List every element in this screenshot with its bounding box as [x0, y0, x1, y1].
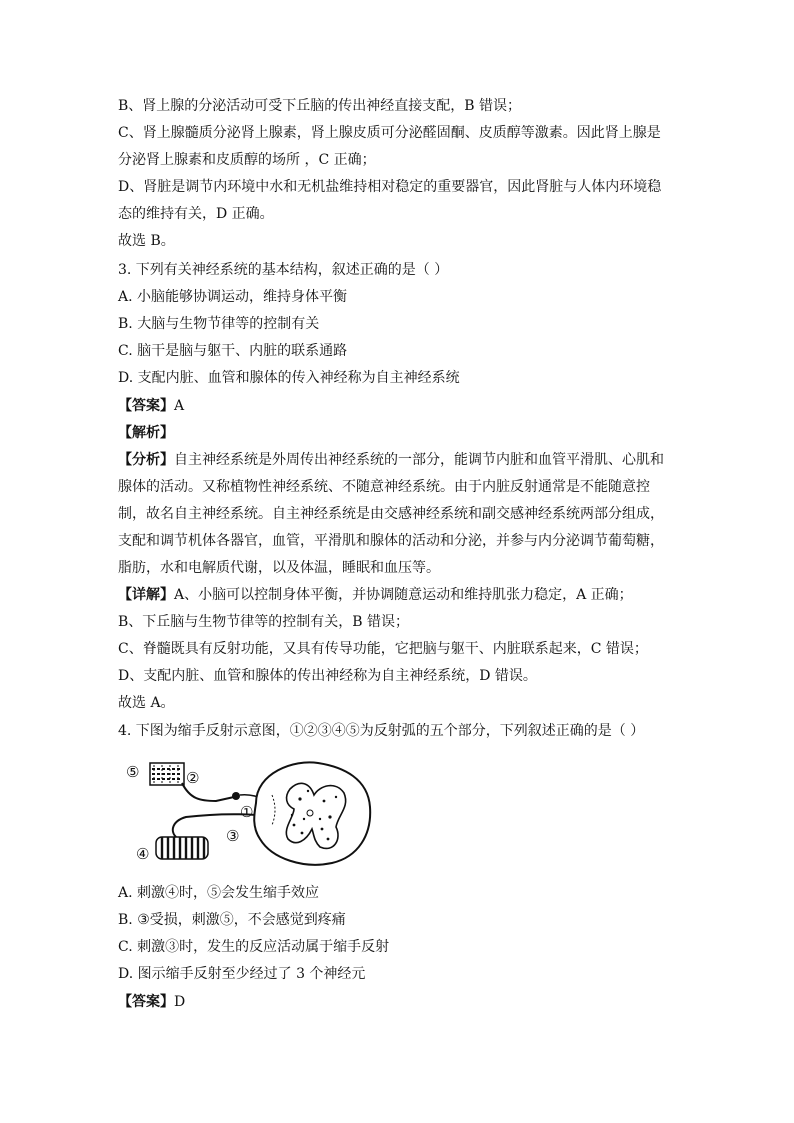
analysis-tag: 【解析】	[118, 425, 174, 441]
detail-line: C、脊髓既具有反射功能，又具有传导功能，它把脑与躯干、内脏联系起来，C 错误；	[118, 641, 648, 657]
answer-value: A	[174, 398, 185, 414]
analysis-line: 腺体的活动。又称植物性神经系统、不随意神经系统。由于内脏反射通常是不能随意控	[118, 479, 650, 495]
question-4-option-d: D. 图示缩手反射至少经过了 3 个神经元	[118, 966, 366, 982]
analysis-line: 制，故名自主神经系统。自主神经系统是由交感神经系统和副交感神经系统两部分组成，	[118, 506, 664, 522]
question-4-answer	[118, 992, 185, 1012]
answer-tag: 【答案】	[118, 398, 174, 414]
question-3-option-b: B. 大脑与生物节律等的控制有关	[118, 316, 320, 332]
analysis-text: 自主神经系统是外周传出神经系统的一部分，能调节内脏和血管平滑肌、心肌和	[174, 452, 664, 468]
label-3: ③	[226, 827, 240, 845]
analysis-line: 脂肪，水和电解质代谢，以及体温，睡眠和血压等。	[118, 560, 440, 576]
question-3-option-a: A. 小脑能够协调运动，维持身体平衡	[118, 289, 348, 305]
detail-line	[118, 585, 633, 605]
receptor-block	[150, 763, 184, 785]
analysis-subtag: 【分析】	[118, 452, 174, 468]
detail-text: A、小脑可以控制身体平衡，并协调随意运动和维持肌张力稳定，A 正确；	[174, 587, 633, 603]
label-4: ④	[136, 845, 150, 863]
answer-tag: 【答案】	[118, 994, 174, 1010]
question-3-option-c: C. 脑干是脑与躯干、内脏的联系通路	[118, 343, 348, 359]
text-line: 态的维持有关，D 正确。	[118, 206, 274, 222]
analysis-line: 支配和调节机体各器官，血管，平滑肌和腺体的活动和分泌，并参与内分泌调节葡萄糖，	[118, 533, 664, 549]
question-4-option-b: B. ③受损，刺激⑤，不会感觉到疼痛	[118, 912, 346, 928]
label-1: ①	[240, 803, 254, 821]
text-line: B、肾上腺的分泌活动可受下丘脑的传出神经直接支配，B 错误；	[118, 98, 522, 114]
question-3-analysis-heading	[118, 423, 174, 443]
question-4-option-c: C. 刺激③时，发生的反应活动属于缩手反射	[118, 939, 390, 955]
analysis-line	[118, 450, 664, 470]
label-5: ⑤	[126, 763, 140, 781]
detail-line: 故选 A。	[118, 695, 175, 711]
spinal-cord	[254, 762, 370, 864]
text-line: C、肾上腺髓质分泌肾上腺素，肾上腺皮质可分泌醛固酮、皮质醇等激素。因此肾上腺是	[118, 125, 661, 141]
text-line: 分泌肾上腺素和皮质醇的场所 ，C 正确；	[118, 152, 376, 168]
detail-tag: 【详解】	[118, 587, 174, 603]
question-3-option-d: D. 支配内脏、血管和腺体的传入神经称为自主神经系统	[118, 370, 460, 386]
question-3-answer	[118, 396, 184, 416]
text-line: 故选 B。	[118, 233, 175, 249]
detail-line: B、下丘脑与生物节律等的控制有关，B 错误；	[118, 614, 410, 630]
label-2: ②	[186, 769, 200, 787]
reflex-arc-diagram	[124, 755, 386, 873]
question-4-option-a: A. 刺激④时，⑤会发生缩手效应	[118, 885, 320, 901]
question-4-stem: 4. 下图为缩手反射示意图，①②③④⑤为反射弧的五个部分，下列叙述正确的是（ ）	[118, 723, 645, 739]
text-line: D、肾脏是调节内环境中水和无机盐维持相对稳定的重要器官，因此肾脏与人体内环境稳	[118, 179, 662, 195]
detail-line: D、支配内脏、血管和腺体的传出神经称为自主神经系统，D 错误。	[118, 668, 537, 684]
answer-value: D	[174, 994, 186, 1010]
question-3-stem: 3. 下列有关神经系统的基本结构，叙述正确的是（ ）	[118, 262, 449, 278]
muscle-block	[156, 837, 208, 859]
